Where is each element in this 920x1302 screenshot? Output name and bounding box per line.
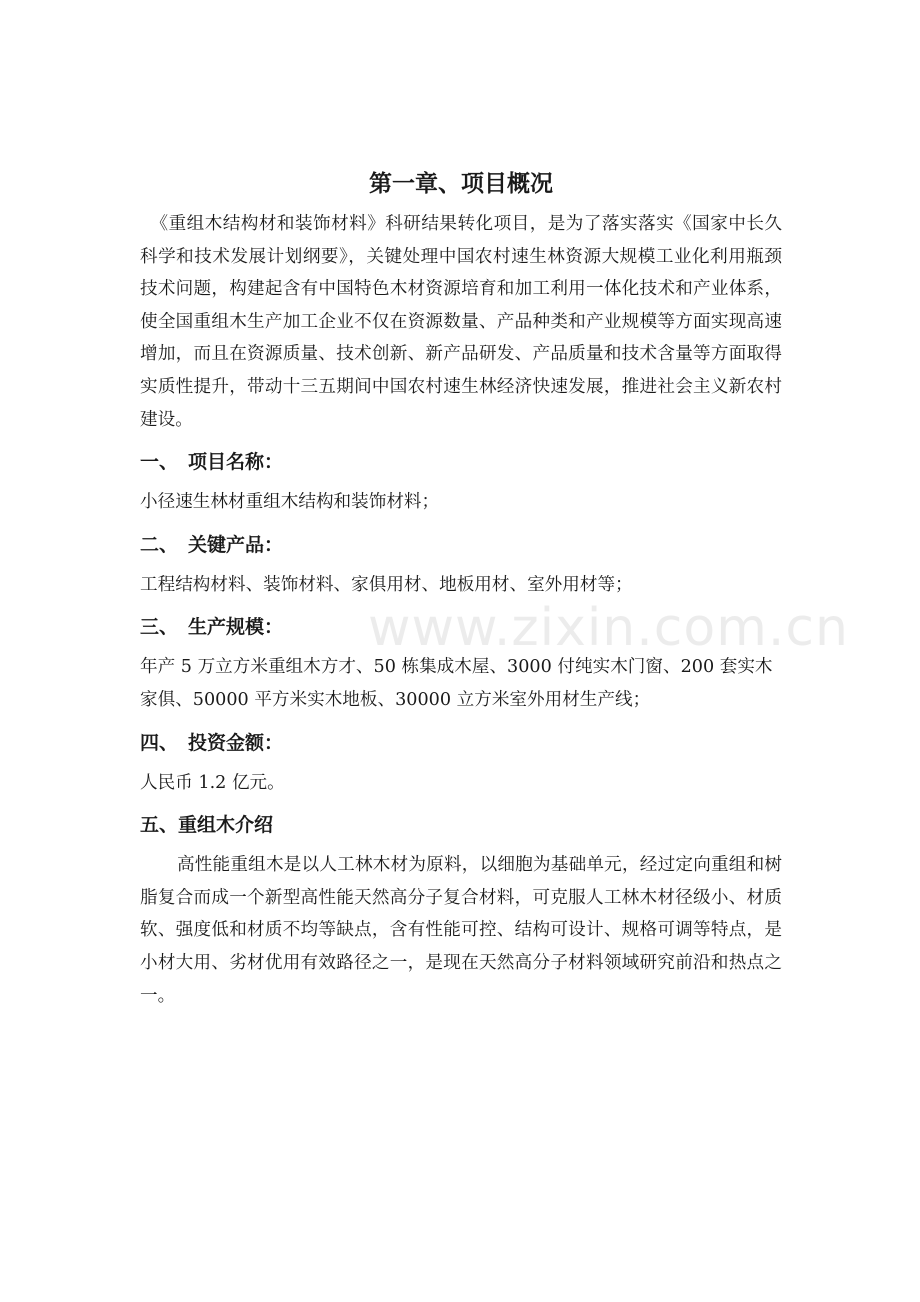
section-heading-1: [140, 442, 782, 482]
intro-paragraph: 《重组木结构材和装饰材料》科研结果转化项目，是为了落实落实《国家中长久科学和技术发展计划纲要》，关键处理中国农村速生林资源大规模工业化利用瓶颈技术问题，构建起含有中国特色木材资源培育和加工利用一体化技术和产业体系，使全国重组木生产加工企业不仅在资源数量、产品种类和产业规模等方面实现高速增加，而且在资源质量、技术创新、新产品研发、产品质量和技术含量等方面取得实质性提升，带动十三五期间中国农村速生林经济快速发展，推进社会主义新农村建设。: [140, 214, 782, 430]
page-title: 第一章、项目概况: [369, 171, 553, 197]
section-body-1: 小径速生林材重组木结构和装饰材料；: [140, 492, 440, 513]
section-number: 五、: [140, 814, 179, 837]
section-body-3: 年产 5 万立方米重组木方才、50 栋集成木屋、3000 付纯实木门窗、200 套实木家俱、50000 平方米实木地板、30000 立方米室外用材生产线；: [140, 657, 773, 710]
section-heading-4: [140, 723, 782, 763]
section-number: 一、: [140, 451, 179, 474]
section-title: 重组木介绍: [178, 814, 274, 837]
section-title: 关键产品：: [188, 533, 284, 556]
watermark: www.zixin.com.cn: [368, 598, 849, 658]
section-number: 三、: [140, 616, 179, 639]
section-title: 生产规模：: [188, 616, 284, 639]
section-heading-5: [140, 805, 782, 845]
section-body-2: 工程结构材料、装饰材料、家俱用材、地板用材、室外用材等；: [140, 574, 633, 595]
section-heading-2: [140, 525, 782, 565]
section-title: 项目名称：: [188, 451, 284, 474]
section-title: 投资金额：: [188, 731, 284, 754]
section-body-5: 高性能重组木是以人工林木材为原料，以细胞为基础单元，经过定向重组和树脂复合而成一个新型高性能天然高分子复合材料，可克服人工林木材径级小、材质软、强度低和材质不均等缺点，含有性能可控、结构可设计、规格可调等特点，是小材大用、劣材优用有效路径之一，是现在天然高分子材料领域研究前沿和热点之一。: [140, 855, 782, 1006]
document-content: [140, 162, 849, 1012]
section-heading-3: [140, 607, 782, 647]
section-body-4: 人民币 1.2 亿元。: [140, 772, 285, 793]
section-number: 二、: [140, 533, 179, 556]
section-number: 四、: [140, 731, 179, 754]
